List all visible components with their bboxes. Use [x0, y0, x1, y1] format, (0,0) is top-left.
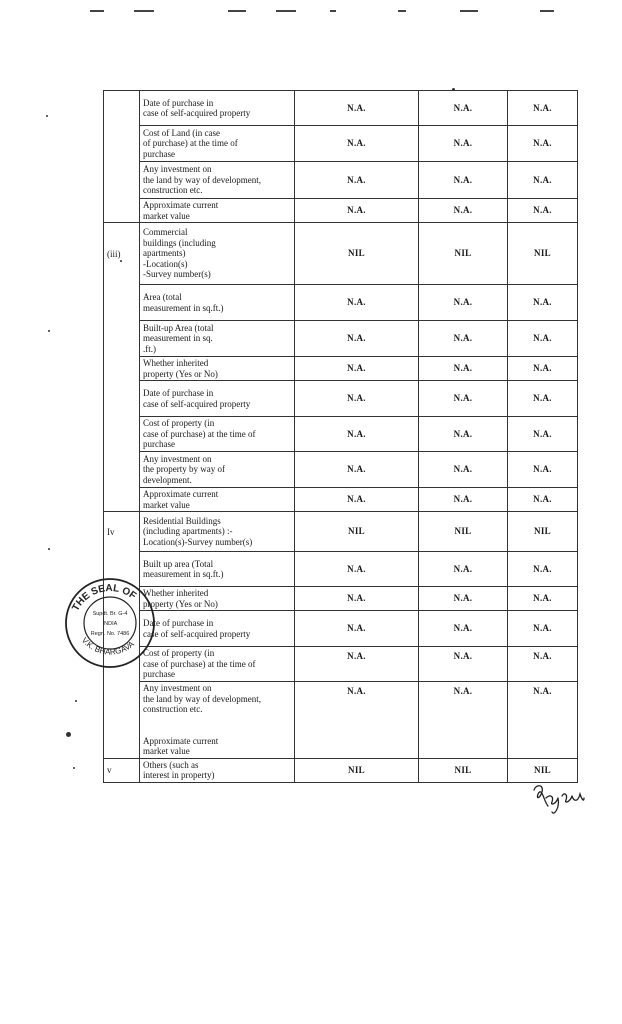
value-cell: N.A.	[419, 126, 508, 162]
table-body	[104, 91, 578, 783]
value-cell: N.A.	[508, 381, 578, 417]
row-label: Whether inherited property (Yes or No)	[140, 587, 295, 611]
table-row	[104, 512, 578, 552]
value-cell: N.A.	[508, 647, 578, 682]
table-row	[104, 647, 578, 682]
table-row	[104, 758, 578, 782]
row-number: (iii)	[104, 223, 140, 285]
table-row	[104, 357, 578, 381]
row-label: Any investment on the property by way of development.	[140, 452, 295, 488]
row-number	[104, 199, 140, 223]
value-cell: N.A.	[508, 162, 578, 199]
value-cell: NIL	[419, 223, 508, 285]
value-cell: N.A.	[295, 381, 419, 417]
value-cell: N.A.	[419, 488, 508, 512]
row-number: v	[104, 758, 140, 782]
row-label: Date of purchase in case of self-acquired property	[140, 381, 295, 417]
value-cell: N.A.	[295, 285, 419, 321]
table-row	[104, 682, 578, 759]
value-cell: N.A.	[419, 647, 508, 682]
value-cell: N.A.	[419, 682, 508, 759]
row-number	[104, 488, 140, 512]
value-cell: NIL	[295, 512, 419, 552]
table-row	[104, 91, 578, 126]
scan-speck	[452, 88, 455, 91]
value-cell: NIL	[508, 758, 578, 782]
value-cell: NIL	[508, 223, 578, 285]
value-cell: N.A.	[419, 587, 508, 611]
row-number	[104, 285, 140, 321]
value-cell: N.A.	[508, 91, 578, 126]
row-number	[104, 357, 140, 381]
table-row	[104, 552, 578, 587]
stamp-line-1: Supdt. Br. G-4	[92, 611, 128, 617]
table-row	[104, 199, 578, 223]
value-cell: N.A.	[295, 162, 419, 199]
value-cell: N.A.	[508, 126, 578, 162]
row-number: Iv	[104, 512, 140, 552]
table-row	[104, 321, 578, 357]
value-cell: NIL	[419, 758, 508, 782]
value-cell: N.A.	[508, 321, 578, 357]
value-cell: N.A.	[419, 91, 508, 126]
table-row	[104, 381, 578, 417]
value-cell: N.A.	[419, 285, 508, 321]
row-label: Date of purchase in case of self-acquired property	[140, 91, 295, 126]
row-number	[104, 321, 140, 357]
row-label: Approximate current market value	[140, 199, 295, 223]
row-number	[104, 452, 140, 488]
row-label: Approximate current market value	[140, 488, 295, 512]
scan-speck	[120, 260, 122, 262]
value-cell: N.A.	[508, 199, 578, 223]
value-cell: N.A.	[295, 647, 419, 682]
value-cell: N.A.	[295, 126, 419, 162]
value-cell: N.A.	[508, 488, 578, 512]
value-cell: NIL	[295, 758, 419, 782]
row-label: Others (such as interest in property)	[140, 758, 295, 782]
row-number	[104, 381, 140, 417]
value-cell: N.A.	[295, 91, 419, 126]
table-row	[104, 162, 578, 199]
property-details-table	[103, 90, 578, 783]
row-label: Built up area (Total measurement in sq.ft.)	[140, 552, 295, 587]
value-cell: NIL	[295, 223, 419, 285]
value-cell: NIL	[508, 512, 578, 552]
row-label: Any investment on the land by way of development, construction etc.	[140, 162, 295, 199]
value-cell: N.A.	[508, 587, 578, 611]
stamp-line-3: Regn. No. 7486	[90, 631, 130, 637]
table-row	[104, 611, 578, 647]
svg-text:V.K. BHARGAVA	[80, 636, 137, 657]
value-cell: N.A.	[419, 199, 508, 223]
stamp-line-2: INDIA	[102, 621, 118, 627]
value-cell: N.A.	[295, 611, 419, 647]
value-cell: N.A.	[295, 682, 419, 759]
value-cell: N.A.	[295, 199, 419, 223]
stamp-text-top: THE SEAL OF	[70, 582, 139, 614]
value-cell: N.A.	[419, 321, 508, 357]
value-cell: N.A.	[508, 682, 578, 759]
value-cell: N.A.	[508, 611, 578, 647]
value-cell: NIL	[419, 512, 508, 552]
row-label: Cost of property (in case of purchase) at the time of purchase	[140, 417, 295, 452]
scan-speck	[66, 732, 71, 737]
table-row	[104, 126, 578, 162]
row-number	[104, 126, 140, 162]
value-cell: N.A.	[419, 452, 508, 488]
table-row	[104, 488, 578, 512]
value-cell: N.A.	[508, 417, 578, 452]
value-cell: N.A.	[419, 357, 508, 381]
value-cell: N.A.	[295, 321, 419, 357]
row-label: Commercial buildings (including apartments) -Location(s) -Survey number(s)	[140, 223, 295, 285]
table-row	[104, 452, 578, 488]
scan-artifact-marks	[0, 10, 622, 16]
scan-speck	[73, 767, 75, 769]
value-cell: N.A.	[419, 611, 508, 647]
value-cell: N.A.	[508, 552, 578, 587]
row-label: Cost of Land (in case of purchase) at the time of purchase	[140, 126, 295, 162]
value-cell: N.A.	[295, 587, 419, 611]
table-row	[104, 285, 578, 321]
value-cell: N.A.	[295, 552, 419, 587]
row-label: Whether inherited property (Yes or No)	[140, 357, 295, 381]
row-label: Built-up Area (total measurement in sq. .ft.)	[140, 321, 295, 357]
row-label: Area (total measurement in sq.ft.)	[140, 285, 295, 321]
official-seal-stamp	[62, 575, 158, 671]
row-number	[104, 682, 140, 759]
row-number	[104, 162, 140, 199]
value-cell: N.A.	[508, 452, 578, 488]
scan-speck	[46, 115, 48, 117]
value-cell: N.A.	[508, 285, 578, 321]
row-label: Cost of property (in case of purchase) at the time of purchase	[140, 647, 295, 682]
scan-speck	[48, 548, 50, 550]
value-cell: N.A.	[419, 162, 508, 199]
table-row	[104, 417, 578, 452]
scan-speck	[75, 700, 77, 702]
value-cell: N.A.	[419, 552, 508, 587]
value-cell: N.A.	[295, 452, 419, 488]
value-cell: N.A.	[508, 357, 578, 381]
value-cell: N.A.	[419, 417, 508, 452]
row-number	[104, 417, 140, 452]
row-label: Date of purchase in case of self-acquired property	[140, 611, 295, 647]
value-cell: N.A.	[419, 381, 508, 417]
row-number	[104, 91, 140, 126]
table-row	[104, 223, 578, 285]
row-label: Any investment on the land by way of development, construction etc. Approximate current market value	[140, 682, 295, 759]
table-row	[104, 587, 578, 611]
value-cell: N.A.	[295, 417, 419, 452]
value-cell: N.A.	[295, 488, 419, 512]
stamp-text-bottom: V.K. BHARGAVA	[79, 635, 136, 657]
row-label: Residential Buildings (including apartments) :- Location(s)-Survey number(s)	[140, 512, 295, 552]
value-cell: N.A.	[295, 357, 419, 381]
scan-speck	[48, 330, 50, 332]
handwritten-signature	[530, 780, 586, 818]
